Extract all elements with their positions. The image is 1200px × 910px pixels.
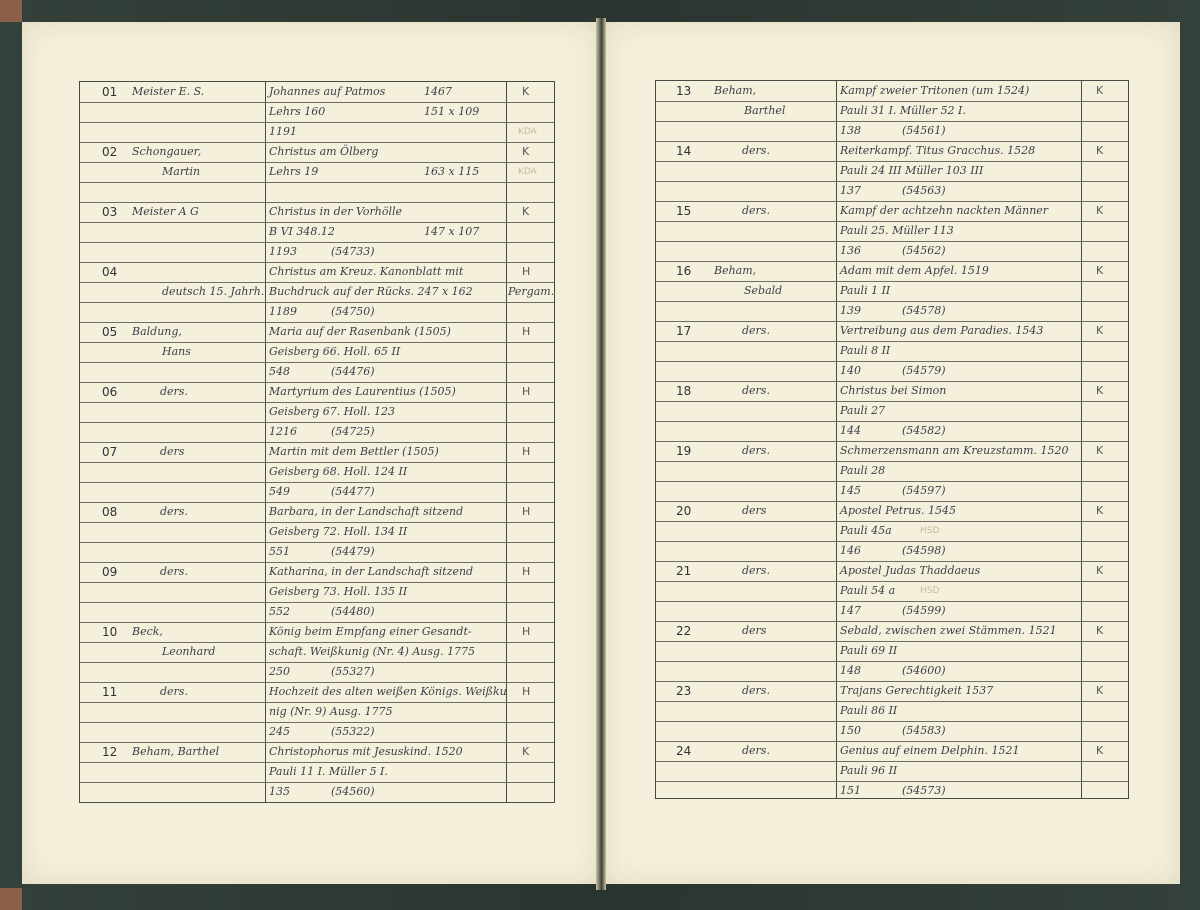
catalog-reference: Geisberg 72. Holl. 134 II [269,525,408,538]
technique-mark: K [1096,84,1104,97]
measurement: (54573) [902,784,946,797]
artist-name: Baldung, [132,325,182,338]
measurement: (54725) [331,425,375,438]
technique-mark: K [522,145,530,158]
measurement: (54563) [902,184,946,197]
measurement: 1467 [424,85,452,98]
technique-mark: K [1096,324,1104,337]
table-row [80,362,554,383]
measurement: 147 x 107 [424,225,480,238]
measurement: (54578) [902,304,946,317]
table-row [656,341,1128,362]
table-row [80,242,554,263]
catalog-reference: Lehrs 19 [269,165,319,178]
entry-number: 17 [676,324,692,338]
inventory-number: 548 [269,365,290,378]
artwork-title: Johannes auf Patmos [269,85,386,98]
table-row [656,241,1128,262]
catalog-reference: Pauli 25. Müller 113 [840,224,954,237]
entry-number: 06 [102,385,118,399]
corner-protector-bottom-left [0,888,22,910]
measurement: (54477) [331,485,375,498]
table-row [656,401,1128,422]
table-row [656,361,1128,382]
entry-number: 18 [676,384,692,398]
catalog-reference: Geisberg 67. Holl. 123 [269,405,396,418]
entry-number: 16 [676,264,692,278]
inventory-number: 139 [840,304,861,317]
table-row [656,461,1128,482]
measurement: (55327) [331,665,375,678]
catalog-reference: Geisberg 68. Holl. 124 II [269,465,408,478]
measurement: (54598) [902,544,946,557]
inventory-number: 1216 [269,425,297,438]
artwork-title: Schmerzensmann am Kreuzstamm. 1520 [840,444,1069,457]
artist-name: Beham, Barthel [132,745,220,758]
artwork-title: Reiterkampf. Titus Gracchus. 1528 [840,144,1036,157]
measurement: (54599) [902,604,946,617]
inventory-number: 140 [840,364,861,377]
technique-mark: H [522,505,531,518]
table-row [656,661,1128,682]
table-row [656,301,1128,322]
artist-name: Schongauer, [132,145,202,158]
table-row [80,602,554,623]
table-row [656,781,1128,802]
technique-mark: K [1096,144,1104,157]
artwork-title: Apostel Judas Thaddaeus [840,564,981,577]
entry-number: 02 [102,145,118,159]
artist-name: Hans [162,345,191,358]
inventory-number: 138 [840,124,861,137]
artist-name: Beck, [132,625,163,638]
table-row [80,182,554,203]
inventory-number: 145 [840,484,861,497]
inventory-number: 1193 [269,245,297,258]
artwork-title: Kampf zweier Tritonen (um 1524) [840,84,1030,97]
entry-number: 20 [676,504,692,518]
table-row [80,542,554,563]
entry-number: 09 [102,565,118,579]
technique-mark: H [522,625,531,638]
catalog-reference: Pauli 96 II [840,764,898,777]
technique-mark: H [522,385,531,398]
artwork-title: Katharina, in der Landschaft sitzend [269,565,474,578]
technique-mark: K [1096,744,1104,757]
measurement: (54562) [902,244,946,257]
catalog-reference: Pauli 1 II [840,284,891,297]
inventory-number: 150 [840,724,861,737]
artist-name: Sebald [744,284,783,297]
technique-mark: K [1096,384,1104,397]
table-row [656,521,1128,542]
table-row [656,601,1128,622]
corner-protector-top-left [0,0,22,22]
artist-name: ders. [742,684,770,697]
artwork-title: Christus am Kreuz. Kanonblatt mit [269,265,464,278]
inventory-number: 147 [840,604,861,617]
catalog-table-right [655,80,1129,799]
inventory-number: 250 [269,665,290,678]
right-page [604,22,1180,884]
catalog-reference: Pauli 27 [840,404,886,417]
technique-mark: H [522,265,531,278]
catalog-reference: Pauli 8 II [840,344,891,357]
catalog-reference: B VI 348.12 [269,225,335,238]
entry-number: 05 [102,325,118,339]
inventory-number: 552 [269,605,290,618]
entry-number: 21 [676,564,692,578]
table-row [656,541,1128,562]
technique-mark: K [1096,204,1104,217]
entry-number: 19 [676,444,692,458]
technique-mark: K [1096,504,1104,517]
table-row [80,122,554,143]
artist-name: ders. [160,385,188,398]
entry-number: 03 [102,205,118,219]
measurement: (54733) [331,245,375,258]
technique-mark: K [1096,564,1104,577]
table-row [80,482,554,503]
entry-number: 08 [102,505,118,519]
artist-name: ders. [160,685,188,698]
artwork-title: Maria auf der Rasenbank (1505) [269,325,451,338]
table-row [656,481,1128,502]
measurement: (54583) [902,724,946,737]
artwork-title: Christus bei Simon [840,384,947,397]
catalog-reference: Geisberg 66. Holl. 65 II [269,345,401,358]
entry-number: 10 [102,625,118,639]
artwork-title: Apostel Petrus. 1545 [840,504,957,517]
left-page [22,22,598,884]
entry-number: 07 [102,445,118,459]
technique-mark: K [1096,624,1104,637]
measurement: (54597) [902,484,946,497]
artist-name: ders. [742,444,770,457]
table-row [656,181,1128,202]
artist-name: ders. [742,384,770,397]
catalog-reference: Pauli 86 II [840,704,898,717]
collection-mark: HSD [920,586,940,596]
inventory-number: 245 [269,725,290,738]
artwork-title: Martyrium des Laurentius (1505) [269,385,456,398]
inventory-number: 146 [840,544,861,557]
artist-name: deutsch 15. Jahrh. [162,285,265,298]
artist-name: ders. [742,144,770,157]
catalog-reference: nig (Nr. 9) Ausg. 1775 [269,705,393,718]
inventory-number: 549 [269,485,290,498]
table-row [80,302,554,323]
inventory-number: 148 [840,664,861,677]
catalog-reference: Pauli 69 II [840,644,898,657]
artist-name: ders. [160,505,188,518]
artwork-title: Genius auf einem Delphin. 1521 [840,744,1020,757]
artist-name: ders. [742,564,770,577]
inventory-number: 137 [840,184,861,197]
catalog-reference: Pauli 24 III Müller 103 III [840,164,984,177]
technique-mark: H [522,685,531,698]
artwork-title: Martin mit dem Bettler (1505) [269,445,439,458]
inventory-number: 151 [840,784,861,797]
artist-name: ders. [742,744,770,757]
inventory-number: 1191 [269,125,297,138]
entry-number: 23 [676,684,692,698]
entry-number: 22 [676,624,692,638]
measurement: (54560) [331,785,375,798]
entry-number: 13 [676,84,692,98]
entry-number: 14 [676,144,692,158]
table-row [656,421,1128,442]
artwork-title: König beim Empfang einer Gesandt- [269,625,472,638]
measurement: (54750) [331,305,375,318]
catalog-reference: Pauli 54 a [840,584,896,597]
artwork-title: Christus in der Vorhölle [269,205,403,218]
collection-mark: HSD [920,526,940,536]
entry-number: 04 [102,265,118,279]
stamp-mark: KDA [518,167,537,177]
entry-number: 15 [676,204,692,218]
material-note: Pergam. [508,285,555,298]
artwork-title: Christus am Ölberg [269,145,379,158]
technique-mark: K [1096,684,1104,697]
artwork-title: Christophorus mit Jesuskind. 1520 [269,745,463,758]
table-row [80,782,554,803]
table-row [656,121,1128,142]
entry-number: 11 [102,685,118,699]
catalog-reference: Pauli 11 I. Müller 5 I. [269,765,388,778]
entry-number: 24 [676,744,692,758]
technique-mark: K [522,205,530,218]
artist-name: Beham, [714,264,757,277]
table-row [656,281,1128,302]
inventory-number: 136 [840,244,861,257]
measurement: (54561) [902,124,946,137]
artwork-title: Trajans Gerechtigkeit 1537 [840,684,994,697]
artist-name: Meister E. S. [132,85,205,98]
table-row [80,662,554,683]
measurement: 163 x 115 [424,165,480,178]
entry-number: 12 [102,745,118,759]
measurement: (55322) [331,725,375,738]
measurement: (54582) [902,424,946,437]
catalog-table-left [79,81,555,803]
technique-mark: K [1096,444,1104,457]
artist-name: Martin [162,165,201,178]
artist-name: ders [742,624,767,637]
artwork-title: Sebald, zwischen zwei Stämmen. 1521 [840,624,1057,637]
artwork-title: Hochzeit des alten weißen Königs. Weißku [269,685,507,698]
book-gutter [596,18,606,890]
technique-mark: H [522,325,531,338]
measurement: (54479) [331,545,375,558]
artist-name: ders [160,445,185,458]
technique-mark: H [522,445,531,458]
artwork-title: Vertreibung aus dem Paradies. 1543 [840,324,1044,337]
catalog-reference: Lehrs 160 [269,105,326,118]
inventory-number: 135 [269,785,290,798]
table-row [80,422,554,443]
catalog-reference: Pauli 28 [840,464,886,477]
table-row [656,721,1128,742]
catalog-reference: Pauli 31 I. Müller 52 I. [840,104,966,117]
artist-name: ders. [742,324,770,337]
table-row [80,722,554,743]
stamp-mark: KDA [518,127,537,137]
inventory-number: 551 [269,545,290,558]
measurement: (54600) [902,664,946,677]
technique-mark: K [1096,264,1104,277]
artist-name: Meister A G [132,205,199,218]
artist-name: Barthel [744,104,786,117]
technique-mark: K [522,745,530,758]
catalog-reference: Buchdruck auf der Rücks. 247 x 162 [269,285,473,298]
measurement: 151 x 109 [424,105,480,118]
inventory-number: 1189 [269,305,297,318]
technique-mark: H [522,565,531,578]
measurement: (54476) [331,365,375,378]
artwork-title: Kampf der achtzehn nackten Männer [840,204,1049,217]
catalog-reference: schaft. Weißkunig (Nr. 4) Ausg. 1775 [269,645,476,658]
artist-name: ders [742,504,767,517]
catalog-reference: Pauli 45a [840,524,892,537]
catalog-reference: Geisberg 73. Holl. 135 II [269,585,408,598]
measurement: (54480) [331,605,375,618]
artist-name: ders. [742,204,770,217]
technique-mark: K [522,85,530,98]
inventory-number: 144 [840,424,861,437]
entry-number: 01 [102,85,118,99]
measurement: (54579) [902,364,946,377]
artist-name: Leonhard [162,645,216,658]
artwork-title: Barbara, in der Landschaft sitzend [269,505,464,518]
artwork-title: Adam mit dem Apfel. 1519 [840,264,989,277]
artist-name: Beham, [714,84,757,97]
artist-name: ders. [160,565,188,578]
